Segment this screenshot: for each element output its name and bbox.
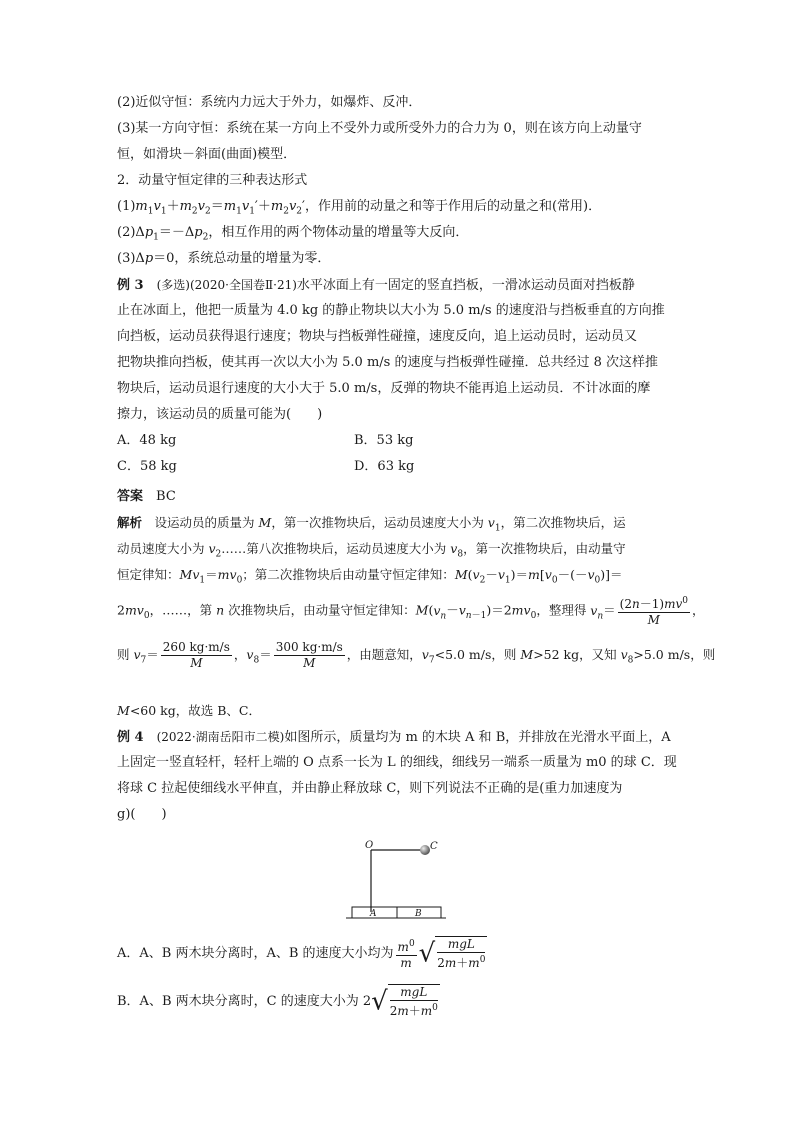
example4-line-4: g)( ) (117, 807, 167, 822)
form-2: $(2)\Delta p_1=-\Delta p_2$，相互作用的两个物体动量的增量等大反向． (117, 225, 469, 243)
analysis-line-5: 则 $v_7=$ $\frac{260 kg\cdot m/s}{M}$ ，$v_8=$ $\frac{300 kg\cdot m/s}{M}$ ，由题意知，$v_7<5.0$ m/s，则 M>52 kg，又知 $v_8>5.0$ m/s，则 (117, 640, 716, 670)
example4-line-1: 例 4 (2022·湖南岳阳市二模)如图所示，质量均为 m 的木块 A 和 B，并排放在光滑水平面上，A (117, 730, 671, 745)
example4-option-b: B．A、B 两木块分离时，C 的速度大小为 2√ $\frac{\text{mgL}}{2m+m^0}$ (117, 985, 438, 1018)
example3-line-3: 向挡板，运动员获得退行速度；物块与挡板弹性碰撞，速度反向，追上运动员时，运动员又 (117, 329, 638, 344)
analysis-line-4: $2mv_0$，……，第 n 次推物块后，由动量守恒定律知：$M(v_n-v_{n-1})=2mv_0$，整理得 $v_n=$ $\frac{(2n-1)mv^0}{M}$ ， (117, 596, 705, 627)
analysis-line-3: 恒定律知：$Mv_1=mv_0$；第二次推物块后由动量守恒定律知：$M(v_2-v_1)=m[v_0-(-v_0)]=$ (117, 567, 623, 586)
text-line-1: (2)近似守恒：系统内力远大于外力，如爆炸、反冲． (117, 95, 422, 110)
example3-line-2: 止在冰面上，他把一质量为 4.0 kg 的静止物块以大小为 5.0 m/s 的速度沿与挡板垂直的方向推 (117, 303, 665, 318)
example3-line-4: 把物块推向挡板，使其再一次以大小为 5.0 m/s 的速度与挡板弹性碰撞．总共经过 8 次这样推 (117, 355, 658, 370)
analysis-line-1: 解析 设运动员的质量为 M，第一次推物块后，运动员速度大小为 $v_1$，第二次推物块后，运 (117, 515, 626, 534)
form-1: $(1)m_1v_1+m_2v_2=m_1v_1'+m_2v_2'$，作用前的动量之和等于作用后的动量之和(常用)． (117, 199, 602, 217)
text-line-3: 恒，如滑块－斜面(曲面)模型． (117, 147, 297, 162)
label-o: O (365, 840, 374, 851)
analysis-line-6: M<60 kg，故选 B、C． (117, 703, 261, 718)
analysis-line-2: 动员速度大小为 $v_2\dots\dots$第八次推物块后，运动员速度大小为 $v_8$，第一次推物块后，由动量守 (117, 541, 626, 560)
text-line-2: (3)某一方向守恒：系统在某一方向上不受外力或所受外力的合力为 0，则在该方向上动量守 (117, 121, 642, 136)
option-d: D．63 kg (354, 459, 415, 474)
example4-line-2: 上固定一竖直轻杆，轻杆上端的 O 点系一长为 L 的细线，细线另一端系一质量为 m0 的球 C．现 (117, 755, 677, 770)
example3-line-5: 物块后，运动员退行速度的大小大于 5.0 m/s，反弹的物块不能再追上运动员．不计冰面的摩 (117, 381, 651, 396)
figure-rod-ball-blocks (340, 832, 460, 928)
option-c: C．58 kg (117, 459, 177, 474)
section-heading: 2．动量守恒定律的三种表达形式 (117, 173, 308, 188)
option-a: A．48 kg (117, 433, 177, 448)
label-b: B (415, 909, 422, 919)
answer: 答案 BC (117, 489, 176, 504)
example4-option-a: A．A、B 两木块分离时，A、B 的速度大小均为 $\frac{m^0}{m}$ √ $\frac{\text{mgL}}{2m+m^0}$ (117, 937, 486, 970)
form-3: (3)Δp＝0，系统总动量的增量为零． (117, 251, 331, 266)
example3-line-1: 例 3 (多选)(2020·全国卷Ⅱ·21)水平冰面上有一固定的竖直挡板，一滑冰运动员面对挡板静 (117, 278, 635, 293)
example3-line-6: 擦力，该运动员的质量可能为( ) (117, 407, 323, 422)
label-c: C (430, 841, 438, 852)
option-b: B．53 kg (354, 433, 414, 448)
label-a: A (370, 909, 377, 919)
example4-line-3: 将球 C 拉起使细线水平伸直，并由静止释放球 C，则下列说法不正确的是(重力加速度为 (117, 781, 623, 796)
ball-c (420, 845, 430, 855)
